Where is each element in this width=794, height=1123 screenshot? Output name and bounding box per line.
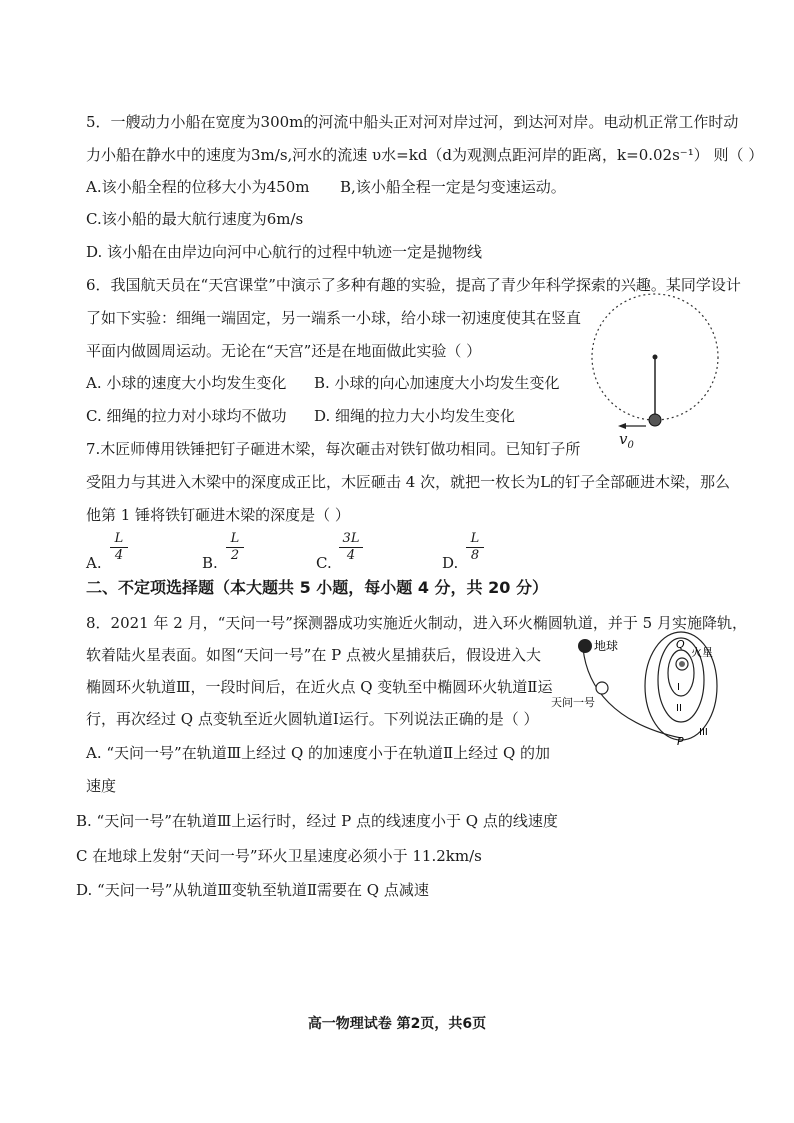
q7-option-b-fraction [226,532,244,563]
p-point-label: P [677,735,684,748]
ball [649,414,661,426]
q5-stem-line2: 力小船在静水中的速度为3m/s,河水的流速 υ水=kd（d为观测点距河岸的距离，k=0.02s⁻¹） 则（ ） [86,146,764,164]
q8-option-a-line1: A. “天问一号”在轨道Ⅲ上经过 Q 的加速度小于在轨道Ⅱ上经过 Q 的加 [86,744,551,762]
probe-icon [596,682,608,694]
q6-option-d: D. 细绳的拉力大小均发生变化 [314,407,516,425]
q8-stem-line3: 椭圆环火轨道Ⅲ，一段时间后，在近火点 Q 变轨至中椭圆环火轨道Ⅱ运 [86,678,553,696]
q7-stem-line2: 受阻力与其进入木梁中的深度成正比，木匠砸击 4 次，就把一枚长为L的钉子全部砸进木梁，那么 [86,473,731,491]
q8-option-a-line2: 速度 [86,777,117,795]
q5-option-a: A.该小船全程的位移大小为450m [86,178,310,196]
denominator: 4 [346,548,356,563]
earth-icon [578,639,592,653]
q8-option-d: D. “天问一号”从轨道Ⅲ变轨至轨道Ⅱ需要在 Q 点减速 [76,881,429,899]
page-footer: 高一物理试卷 第2页，共6页 [307,1016,487,1032]
numerator: 3L [342,531,360,546]
q6-option-c: C. 细绳的拉力对小球均不做功 [86,407,287,425]
q7-stem-line3: 他第 1 锤将铁钉砸进木梁的深度是（ ） [86,506,350,524]
q6-circle-figure [584,292,724,452]
mars-label: 火星 [691,646,713,659]
q8-orbit-figure [545,628,725,748]
denominator: 8 [470,548,480,563]
denominator: 2 [230,548,240,563]
v0-label: $v_0$ [619,430,634,451]
numerator: L [470,531,480,546]
q5-option-d: D. 该小船在由岸边向河中心航行的过程中轨迹一定是抛物线 [86,243,483,261]
q7-stem-line1: 7.木匠师傅用铁锤把钉子砸进木梁，每次砸击对铁钉做功相同。已知钉子所 [86,440,581,458]
q7-option-c-fraction [339,532,363,563]
q6-option-a: A. 小球的速度大小均发生变化 [86,374,287,392]
orbit-iii-label: III [699,727,708,738]
q7-option-b-label: B. [202,554,218,572]
q7-option-c-label: C. [316,554,332,572]
q7-option-d-fraction [466,532,484,563]
q8-option-c: C 在地球上发射“天问一号”环火卫星速度必须小于 11.2km/s [76,847,482,865]
q6-stem-line2: 了如下实验：细绳一端固定，另一端系一小球，给小球一初速度使其在竖直 [86,309,582,327]
q8-option-b: B. “天问一号”在轨道Ⅲ上运行时，经过 P 点的线速度小于 Q 点的线速度 [76,812,558,830]
orbit-i-label: I [677,682,680,693]
section-heading: 二、不定项选择题（本大题共 5 小题，每小题 4 分，共 20 分） [86,578,548,597]
q5-stem-line1: 5．一艘动力小船在宽度为300m的河流中船头正对河对岸过河，到达河对岸。电动机正常工作时动 [86,113,739,131]
numerator: L [230,531,240,546]
q8-stem-line2: 软着陆火星表面。如图“天问一号”在 P 点被火星捕获后，假设进入大 [86,646,541,664]
earth-label: 地球 [594,639,619,653]
q6-stem-line3: 平面内做圆周运动。无论在“天宫”还是在地面做此实验（ ） [86,342,482,360]
q7-option-d-label: D. [442,554,459,572]
q5-option-b: B,该小船全程一定是匀变速运动。 [340,178,566,196]
q8-stem-line1: 8．2021 年 2 月，“天问一号”探测器成功实施近火制动，进入环火椭圆轨道，并于 5 月实施降轨， [86,614,747,632]
q6-stem-line1: 6．我国航天员在“天宫课堂”中演示了多种有趣的实验，提高了青少年科学探索的兴趣。某同学设计 [86,276,741,294]
q8-stem-line4: 行，再次经过 Q 点变轨至近火圆轨道Ⅰ运行。下列说法正确的是（ ） [86,710,539,728]
denominator: 4 [114,548,124,563]
q7-option-a-label: A. [86,554,102,572]
q5-option-c: C.该小船的最大航行速度为6m/s [86,210,304,228]
q-point-label: Q [676,638,685,651]
orbit-ii-label: II [676,703,682,714]
mars-core [679,661,685,667]
pivot-point [653,355,658,360]
probe-label: 天问一号 [551,696,595,709]
numerator: L [114,531,124,546]
q6-option-b: B. 小球的向心加速度大小均发生变化 [314,374,560,392]
q7-option-a-fraction [110,532,128,563]
